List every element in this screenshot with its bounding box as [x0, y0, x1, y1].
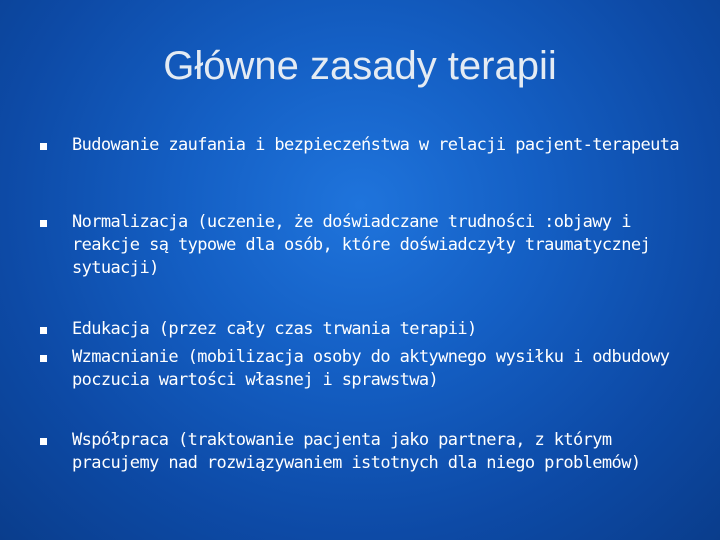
bullet-text: Budowanie zaufania i bezpieczeństwa w relacji pacjent-terapeuta	[72, 135, 679, 155]
bullet-text: Wzmacnianie (mobilizacja osoby do aktywnego wysiłku i odbudowy poczucia wartości własnej i sprawstwa)	[72, 347, 670, 390]
square-bullet-icon	[40, 327, 47, 334]
square-bullet-icon	[40, 143, 47, 150]
square-bullet-icon	[40, 355, 47, 362]
square-bullet-icon	[40, 438, 47, 445]
slide-title: Główne zasady terapii	[163, 44, 557, 88]
square-bullet-icon	[40, 220, 47, 227]
bullet-text: Współpraca (traktowanie pacjenta jako partnera, z którym pracujemy nad rozwiązywaniem istotnych dla niego problemów)	[72, 430, 641, 473]
bullet-text: Normalizacja (uczenie, że doświadczane trudności :objawy i reakcje są typowe dla osób, które doświadczyły traumatycznej sytuacji)	[72, 212, 651, 278]
bullet-text: Edukacja (przez cały czas trwania terapii)	[72, 319, 477, 339]
